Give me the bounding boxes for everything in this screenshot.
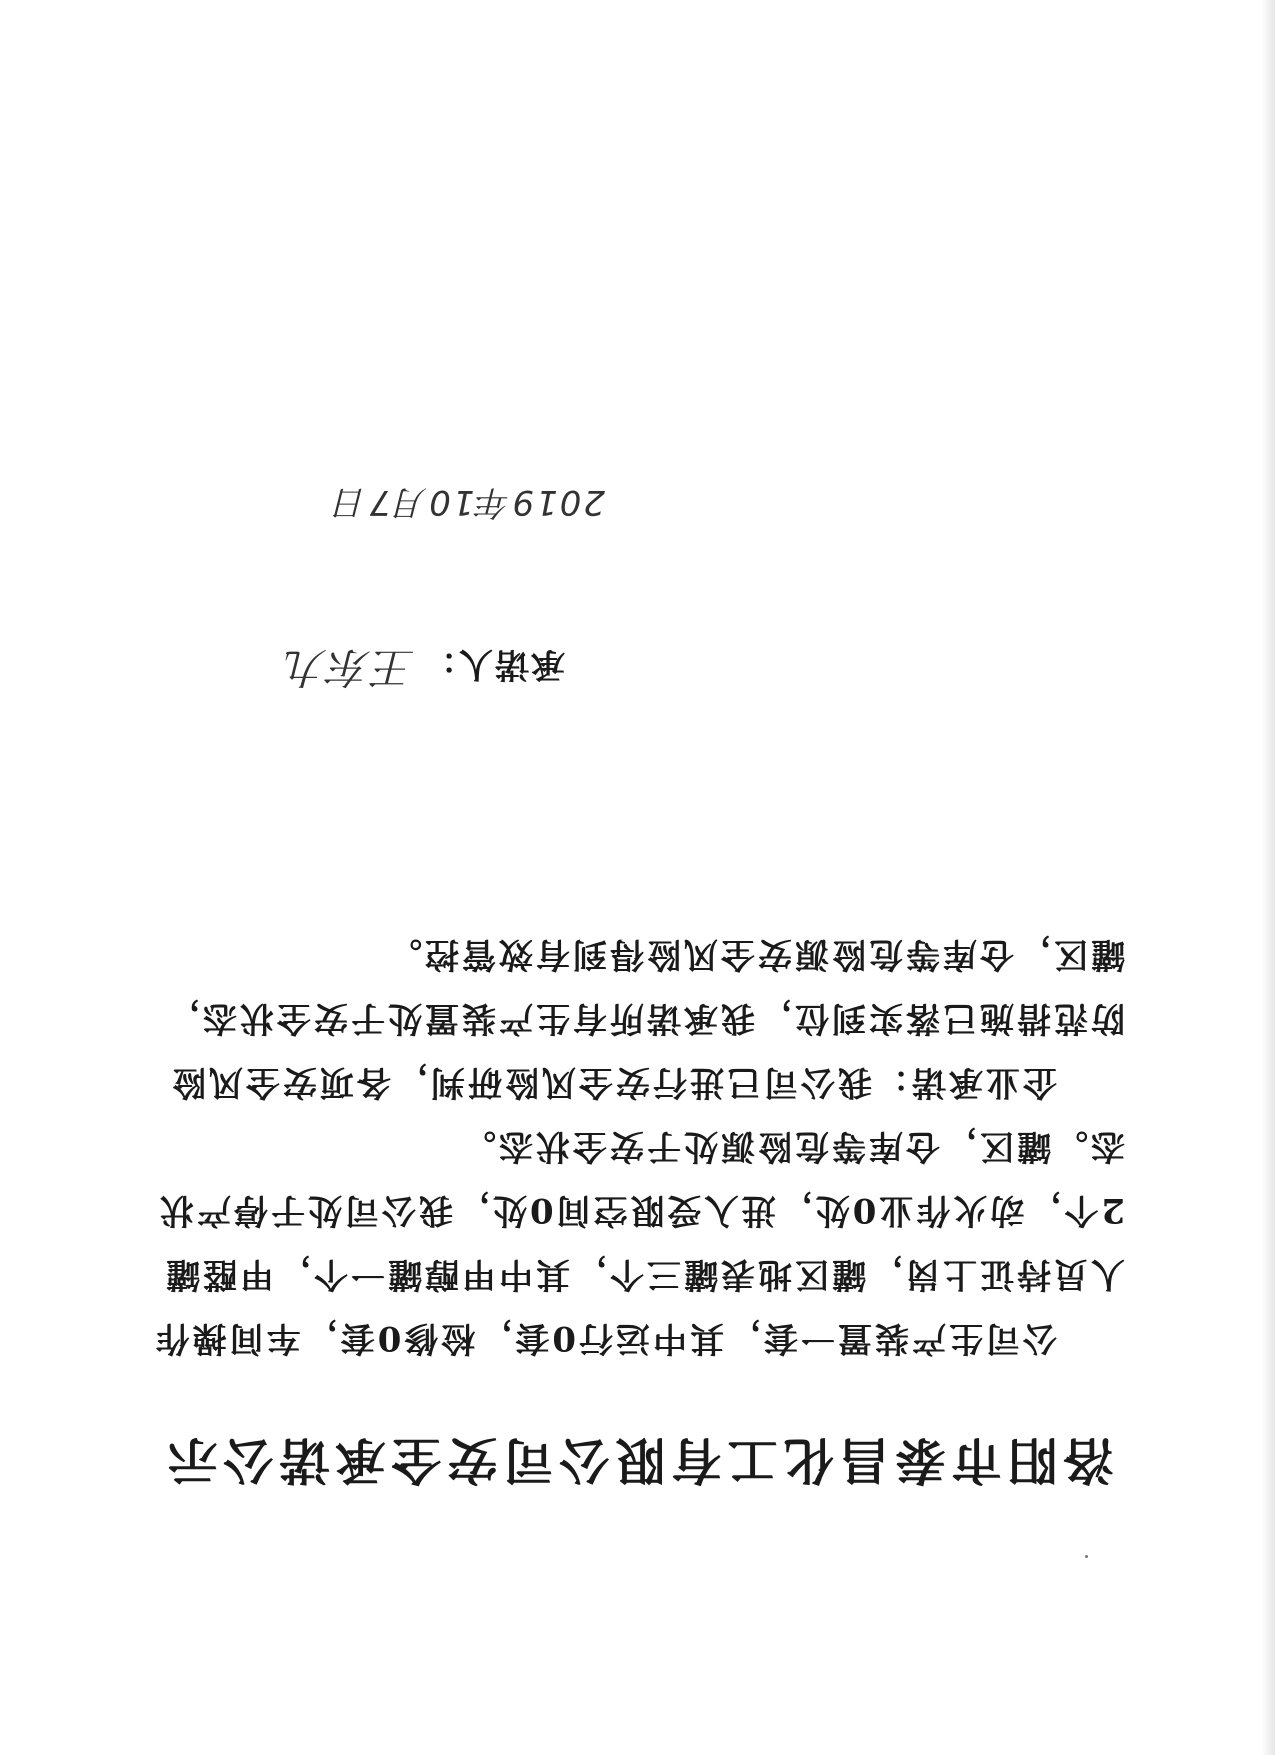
document-body [145,922,1125,1370]
scan-speck [1085,1555,1088,1558]
handwritten-date: 2019年10月7日 [331,482,605,522]
document-title: 洛阳市泰昌化工有限公司安全承诺公示 [161,1431,1114,1490]
scan-edge-shadow [1261,0,1275,1755]
paragraph-commitment: 企业承诺：我公司已进行安全风险研判，各项安全风险防范措施已落实到位，我承诺所有生产装置处于安全状态，罐区，仓库等危险源安全风险得到有效管控。 [163,934,1125,1102]
signature-label: 承诺人： [421,644,565,684]
signature-line [283,640,565,700]
handwritten-signature: 王东九 [282,643,415,692]
paragraph-status: 公司生产装置一套，其中运行0套，检修0套，车间操作人员持证上岗，罐区地表罐三个，其中甲醇罐一个，甲醛罐2个，动火作业0处，进入受限空间0处，我公司处于停产状态。罐区，仓库等危险源处于安全状态。 [152,1126,1125,1358]
date-line [332,481,605,530]
